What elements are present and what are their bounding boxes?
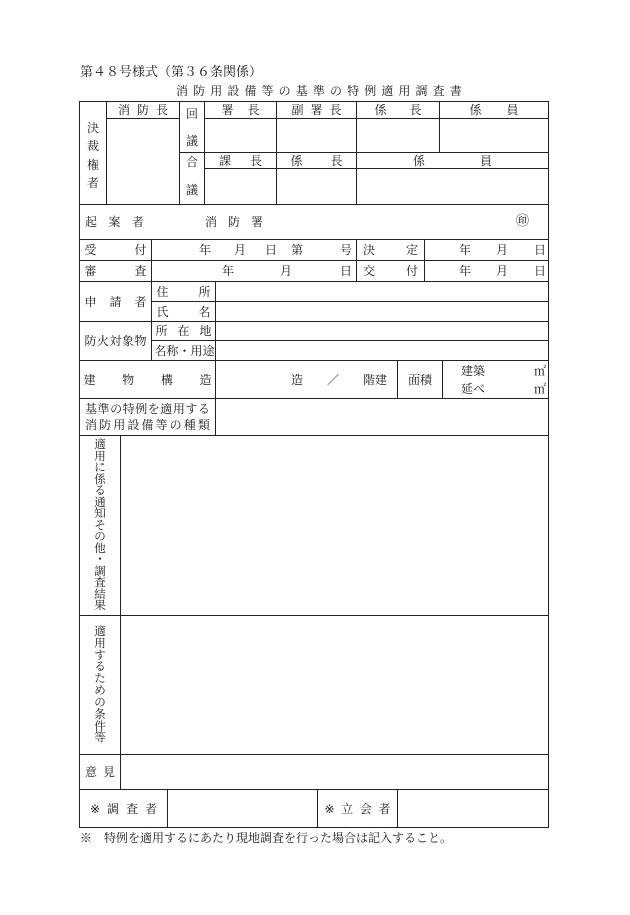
investigator-label-char: 査	[125, 801, 138, 816]
consultation-column-label-char: 課	[219, 153, 232, 168]
form-title-char: 書	[449, 84, 462, 98]
circulation-column-label-char: 員	[506, 103, 519, 117]
witness-field	[398, 790, 549, 828]
form-title-char: 査	[432, 84, 445, 98]
circulation-column-label-char: 署	[221, 103, 234, 117]
conditions-label-char: た	[94, 671, 106, 686]
authority-label	[87, 122, 100, 190]
opinion-label-char: 見	[102, 765, 115, 779]
investigator-label-cell	[80, 790, 168, 828]
consultation-header-cell	[205, 153, 277, 169]
form-title-char: 準	[312, 84, 325, 98]
survey-results-label-char: に	[94, 460, 106, 475]
circulation-column-label-char: 係	[469, 103, 482, 117]
building-structure-label-char: 建	[83, 372, 96, 387]
chief-label-char: 消	[118, 103, 131, 117]
form-number: 第４８号様式（第３６条関係）	[80, 65, 263, 80]
authority-cell	[80, 102, 107, 205]
witness-label-char: 会	[359, 801, 372, 816]
circulation-header-cell	[205, 102, 277, 119]
conditions-label-char: 用	[94, 635, 106, 650]
survey-results-label-char: 適	[94, 437, 106, 451]
conditions-label-char: の	[94, 694, 106, 709]
survey-results-field	[121, 436, 549, 616]
form-title-char: 消	[176, 84, 189, 98]
consultation-header-cell	[277, 153, 357, 169]
investigator-label-char: 者	[144, 801, 157, 816]
name-label	[157, 306, 211, 318]
consultation-column-label-char: 長	[249, 153, 262, 168]
fire-target-label-char: 物	[134, 334, 147, 348]
form-title-char: 特	[347, 84, 360, 98]
equipment-label-line-char: 類	[197, 418, 210, 432]
circulation-column-label	[222, 104, 260, 116]
address-label-char: 住	[156, 284, 169, 299]
issuance-label-char: 交	[363, 264, 376, 278]
drafter-label	[85, 216, 144, 228]
address-label-cell	[152, 282, 216, 302]
decision-date-cell	[425, 240, 549, 261]
equipment-label-line-char: 用	[113, 418, 126, 432]
investigator-label-char: 調	[107, 801, 120, 816]
circulation-header-cell	[440, 102, 549, 119]
equipment-label-line-char: 設	[127, 418, 140, 432]
day-unit: 日	[340, 264, 353, 278]
decision-label-cell	[357, 240, 425, 261]
circulation-header-cell	[277, 102, 357, 119]
footnote: ※ 特例を適用するにあたり現地調査を行った場合は記入すること。	[80, 831, 453, 845]
investigator-label	[90, 803, 157, 815]
name-use-label-char: 途	[202, 343, 215, 358]
floors-suffix: 階建	[363, 372, 388, 387]
survey-results-label-char: 用	[94, 448, 106, 463]
name-use-label-char: 称	[166, 343, 179, 358]
consultation-label	[186, 156, 199, 196]
circulation-column-label	[292, 104, 342, 116]
name-label-cell	[152, 302, 216, 322]
day-unit: 日	[534, 264, 547, 278]
equipment-field	[216, 399, 549, 436]
name-label-char: 氏	[156, 304, 169, 319]
circulation-label-char: 議	[185, 133, 198, 148]
survey-results-label-char: 通	[94, 494, 106, 509]
applicant-label	[85, 296, 147, 308]
building-structure-label-char: 造	[199, 372, 212, 387]
circulation-column-label	[375, 104, 422, 116]
equipment-label-line-char: の	[110, 402, 123, 416]
survey-results-label-char: 果	[94, 598, 106, 613]
location-label-char: 所	[155, 324, 168, 338]
total-floor-area-label: 延べ	[461, 382, 486, 396]
year-unit: 年	[199, 243, 212, 257]
consultation-column-label	[413, 155, 492, 167]
equipment-label-cell	[80, 399, 216, 436]
survey-results-label-char: 調	[94, 563, 106, 578]
survey-results-label-char: 査	[94, 575, 106, 590]
fire-target-label-char: 象	[121, 334, 134, 348]
equipment-label-line-char: 用	[172, 402, 185, 416]
receipt-label	[85, 244, 147, 256]
receipt-label-cell	[80, 240, 152, 261]
decision-label-char: 定	[405, 243, 418, 257]
receipt-label-char: 受	[84, 243, 97, 257]
name-use-label-cell	[152, 341, 216, 361]
equipment-label-line-char: 基	[85, 402, 98, 416]
equipment-label-line-char: 種	[183, 418, 196, 432]
address-label-char: 所	[198, 284, 211, 299]
form-title-char: 調	[415, 84, 428, 98]
opinion-field	[121, 755, 549, 790]
year-unit: 年	[459, 243, 472, 257]
conditions-label-char: 等	[94, 730, 106, 745]
structure-field	[216, 361, 398, 399]
consultation-cell	[180, 153, 205, 205]
equipment-label-line-char: を	[147, 402, 160, 416]
form-title-char: 用	[210, 84, 223, 98]
conditions-label-char: 条	[94, 706, 106, 721]
location-field	[216, 322, 549, 341]
survey-results-label-char: 係	[94, 471, 106, 486]
area-unit: ㎡	[534, 364, 547, 378]
review-date-cell	[152, 261, 357, 282]
drafter-label-char: 起	[85, 215, 98, 229]
equipment-label-line	[85, 403, 210, 415]
issuance-label	[363, 265, 418, 277]
conditions-label-char: 適	[94, 624, 106, 638]
location-label-char: 地	[199, 324, 212, 338]
decision-label	[363, 244, 418, 256]
equipment-label-line-char: 例	[135, 402, 148, 416]
witness-label-cell	[318, 790, 398, 828]
chief-label-char: 防	[136, 103, 149, 117]
survey-results-label-char: そ	[94, 517, 106, 532]
conditions-label-char: す	[94, 647, 106, 662]
location-label	[156, 325, 212, 337]
year-unit: 年	[222, 264, 235, 278]
applicant-label-char: 請	[109, 294, 122, 309]
day-unit: 日	[534, 243, 547, 257]
witness-label-char: ※	[324, 801, 335, 816]
form-title-char: 例	[364, 84, 377, 98]
witness-label-char: 者	[378, 801, 391, 816]
form-title-char: 基	[295, 84, 308, 98]
equipment-label-line-char: の	[169, 418, 182, 432]
opinion-label	[85, 766, 115, 778]
equipment-label	[85, 403, 210, 431]
conditions-label-cell	[80, 616, 121, 755]
chief-approval-box	[107, 119, 180, 205]
circulation-column-label-char: 長	[409, 103, 422, 117]
applicant-label-char: 申	[84, 294, 97, 309]
drafter-office-wrap	[205, 205, 263, 239]
authority-label-char: 権	[86, 157, 99, 172]
number-suffix: 号	[340, 243, 353, 257]
drafter-office	[205, 216, 263, 228]
consultation-column-label-char: 係	[290, 153, 303, 168]
building-structure-label-char: 構	[160, 372, 173, 387]
consultation-seal-box	[205, 169, 277, 205]
number-prefix: 第	[291, 243, 304, 257]
equipment-label-line-char: 特	[122, 402, 135, 416]
drafter-office-char: 防	[227, 215, 240, 229]
consultation-header-cell	[357, 153, 549, 169]
survey-results-label-char: 他	[94, 540, 106, 555]
authority-label-char: 裁	[86, 139, 99, 154]
circulation-label	[186, 108, 199, 147]
circulation-seal-box	[205, 119, 277, 153]
consultation-column-label	[219, 155, 262, 167]
circulation-cell	[180, 102, 205, 153]
consultation-label-char: 合	[185, 154, 198, 169]
survey-results-label-cell	[80, 436, 121, 616]
month-unit: 月	[496, 264, 509, 278]
equipment-label-line-char: 消	[85, 418, 98, 432]
consultation-column-label	[291, 155, 343, 167]
opinion-label-char: 意	[85, 765, 98, 779]
equipment-label-line-char: る	[197, 402, 210, 416]
decision-label-char: 決	[363, 243, 376, 257]
chief-label	[118, 104, 168, 116]
fire-target-label-char: 防	[84, 334, 97, 348]
circulation-seal-box	[440, 119, 549, 153]
conditions-field	[121, 616, 549, 755]
receipt-label-char: 付	[134, 243, 147, 257]
consultation-seal-box	[357, 169, 549, 205]
circulation-column-label-char: 署	[310, 103, 323, 117]
circulation-header-cell	[357, 102, 440, 119]
applicant-label-cell	[80, 282, 152, 322]
area-field	[443, 361, 549, 399]
month-unit: 月	[234, 243, 247, 257]
form-title	[176, 85, 462, 97]
survey-results-label-char: 知	[94, 506, 106, 521]
form-title-char: 適	[381, 84, 394, 98]
equipment-label-line-char: 備	[141, 418, 154, 432]
area-label-cell	[398, 361, 443, 399]
issuance-date-cell	[425, 261, 549, 282]
applicant-name-field	[216, 302, 549, 322]
drafter-row	[80, 205, 549, 240]
form-title-char: 等	[261, 84, 274, 98]
fire-target-label	[85, 335, 147, 347]
building-area-label: 建築	[461, 364, 486, 378]
area-unit: ㎡	[534, 382, 547, 396]
name-use-field	[216, 341, 549, 361]
consultation-column-label-char: 員	[479, 153, 492, 168]
authority-label-char: 者	[86, 176, 99, 191]
circulation-column-label-char: 長	[329, 103, 342, 117]
review-label	[85, 265, 147, 277]
name-label-char: 名	[198, 304, 211, 319]
conditions-label-char: め	[94, 683, 106, 698]
consultation-seal-box	[277, 169, 357, 205]
circulation-column-label-char: 副	[291, 103, 304, 117]
month-unit: 月	[280, 264, 293, 278]
investigator-field	[168, 790, 318, 828]
survey-results-label-char: の	[94, 529, 106, 544]
form-title-char: 備	[244, 84, 257, 98]
review-label-char: 審	[84, 264, 97, 278]
consultation-label-char: 議	[185, 182, 198, 197]
structure-separator: ／	[327, 372, 340, 387]
applicant-address-field	[216, 282, 549, 302]
day-unit: 日	[265, 243, 278, 257]
year-unit: 年	[459, 264, 472, 278]
conditions-label-char: る	[94, 659, 106, 674]
equipment-label-line-char: 防	[99, 418, 112, 432]
equipment-label-line-char: 準	[97, 402, 110, 416]
circulation-seal-box	[277, 119, 357, 153]
issuance-label-char: 付	[405, 264, 418, 278]
structure-suffix: 造	[291, 372, 304, 387]
conditions-label	[94, 626, 107, 744]
drafter-label-wrap	[85, 205, 144, 239]
equipment-label-line-char: す	[185, 402, 198, 416]
equipment-label-line	[85, 419, 210, 431]
fire-target-label-char: 対	[109, 334, 122, 348]
equipment-label-line-char: 適	[160, 402, 173, 416]
drafter-office-char: 署	[250, 215, 263, 229]
chief-header-cell	[107, 102, 180, 119]
form-title-char: の	[329, 84, 342, 98]
form-title-char: 設	[227, 84, 240, 98]
month-unit: 月	[496, 243, 509, 257]
drafter-label-char: 者	[131, 215, 144, 229]
review-label-cell	[80, 261, 152, 282]
circulation-label-char: 回	[185, 106, 198, 121]
receipt-date-cell	[152, 240, 357, 261]
form-title-char: 防	[193, 84, 206, 98]
witness-label	[325, 803, 391, 815]
building-structure-label	[84, 374, 212, 386]
location-label-cell	[152, 322, 216, 341]
survey-results-label-char: る	[94, 483, 106, 498]
conditions-label-char: 件	[94, 718, 106, 733]
name-use-label	[155, 345, 213, 357]
chief-label-char: 長	[155, 103, 168, 117]
location-label-char: 在	[177, 324, 190, 338]
circulation-column-label-char: 長	[247, 103, 260, 117]
consultation-column-label-char: 長	[330, 153, 343, 168]
authority-label-char: 決	[86, 120, 99, 135]
address-label	[157, 286, 211, 298]
survey-table	[79, 101, 549, 828]
circulation-seal-box	[357, 119, 440, 153]
investigator-label-char: ※	[90, 801, 101, 816]
building-label-cell	[80, 361, 216, 399]
issuance-label-cell	[357, 261, 425, 282]
circulation-column-label	[470, 104, 519, 116]
form-title-char: 用	[398, 84, 411, 98]
consultation-column-label-char: 係	[413, 153, 426, 168]
applicant-label-char: 者	[134, 294, 147, 309]
fire-target-label-cell	[80, 322, 152, 361]
name-use-label-char: 用	[190, 343, 203, 358]
review-label-char: 査	[134, 264, 147, 278]
survey-results-label	[94, 439, 107, 612]
building-structure-label-char: 物	[122, 372, 135, 387]
fire-target-label-char: 火	[96, 334, 109, 348]
form-title-char: の	[278, 84, 291, 98]
survey-results-label-char: ・	[94, 552, 106, 567]
area-label: 面積	[407, 372, 432, 387]
survey-results-label-char: 結	[94, 586, 106, 601]
drafter-office-char: 消	[205, 215, 218, 229]
drafter-label-char: 案	[108, 215, 121, 229]
equipment-label-line-char: 等	[155, 418, 168, 432]
opinion-label-cell	[80, 755, 121, 790]
name-use-label-char: 名	[154, 343, 167, 358]
circulation-column-label-char: 係	[374, 103, 387, 117]
seal-mark: ㊞	[516, 214, 530, 229]
name-use-label-char: ・	[178, 343, 191, 358]
witness-label-char: 立	[341, 801, 354, 816]
